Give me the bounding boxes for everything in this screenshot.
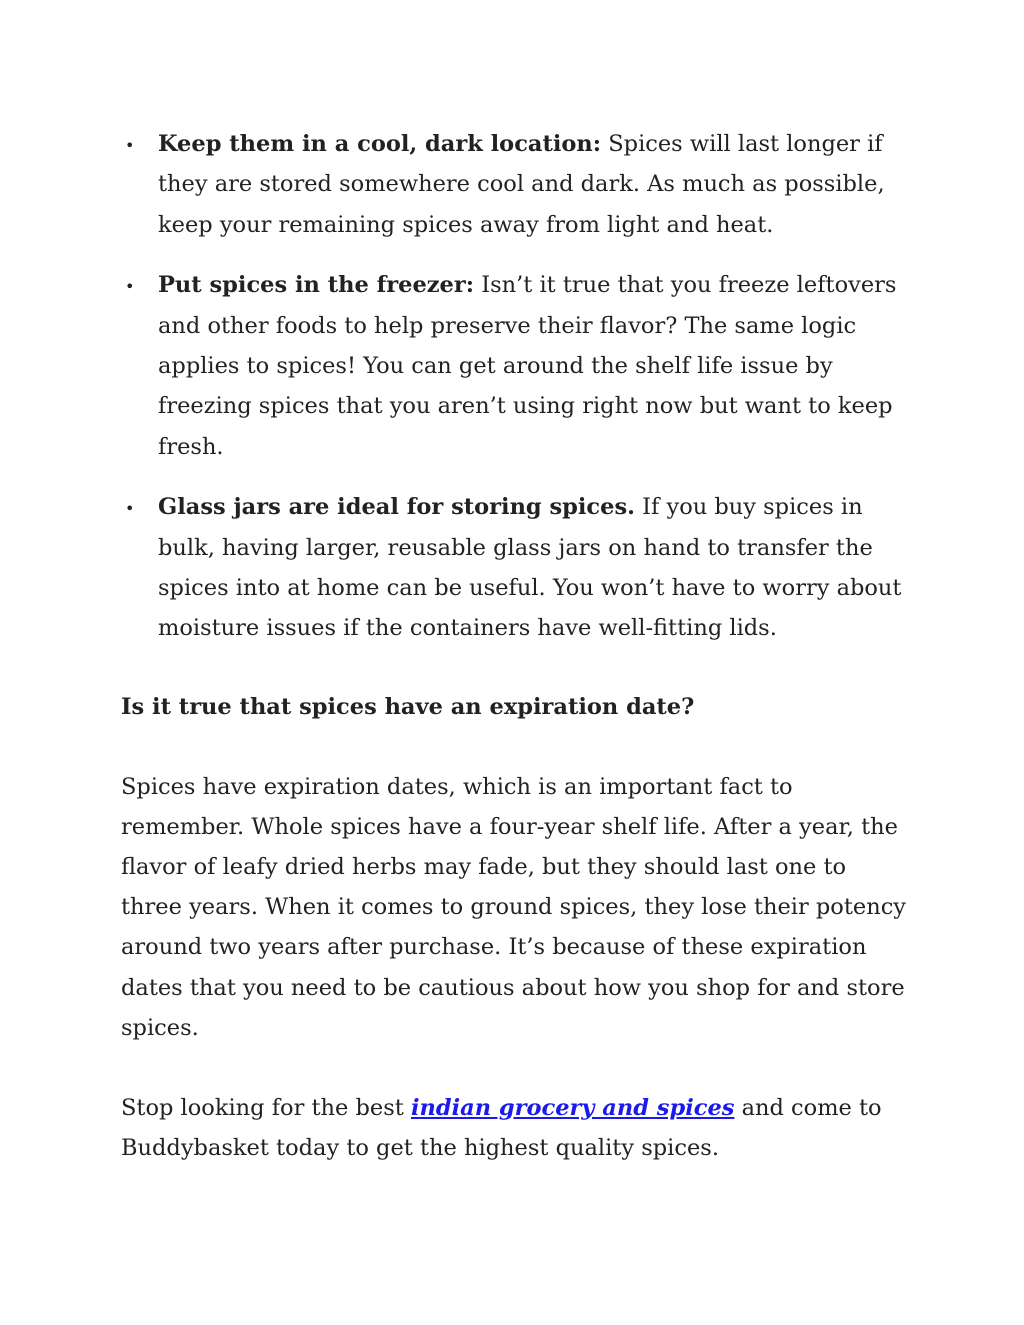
tip-title: Glass jars are ideal for storing spices. bbox=[158, 494, 635, 521]
bullet-icon: • bbox=[125, 136, 135, 155]
closing-text-before: Stop looking for the best bbox=[121, 1094, 411, 1121]
tip-text: Spices will last longer if they are stored somewhere cool and dark. As much as possible, keep your remaining spices away from light and heat. bbox=[158, 131, 885, 238]
grocery-link[interactable]: indian grocery and spices bbox=[410, 1094, 735, 1121]
tip-text: If you buy spices in bulk, having larger, reusable glass jars on hand to transfer the spices into at home can be useful. You won’t have to worry about moisture issues if the containers have well-fitting lids. bbox=[158, 494, 902, 642]
tip-text: Isn’t it true that you freeze leftovers and other foods to help preserve their flavor? The same logic applies to spices! You can get around the shelf life issue by freezing spices that you aren’t using right now but want to keep fresh. bbox=[158, 272, 897, 460]
closing-text-after: and come to Buddybasket today to get the highest quality spices. bbox=[121, 1094, 882, 1162]
tip-title: Keep them in a cool, dark location: bbox=[158, 131, 602, 157]
bullet-icon: • bbox=[125, 277, 135, 297]
section-heading: Is it true that spices have an expiration date? bbox=[121, 693, 695, 720]
document-page bbox=[121, 124, 911, 1168]
list-item bbox=[121, 124, 911, 245]
tip-title: Put spices in the freezer: bbox=[158, 272, 475, 299]
body-paragraph: Spices have expiration dates, which is an important fact to remember. Whole spices have a four-year shelf life. After a year, the flavor of leafy dried herbs may fade, but they should last one to three years. When it comes to ground spices, they lose their potency around two years after purchase. It’s because of these expiration dates that you need to be cautious about how you shop for and store spices. bbox=[121, 773, 907, 1041]
list-item bbox=[121, 265, 911, 466]
bullet-icon: • bbox=[125, 499, 135, 519]
list-item bbox=[121, 487, 911, 648]
storage-tips-list bbox=[121, 124, 911, 649]
closing-paragraph bbox=[121, 1088, 911, 1168]
